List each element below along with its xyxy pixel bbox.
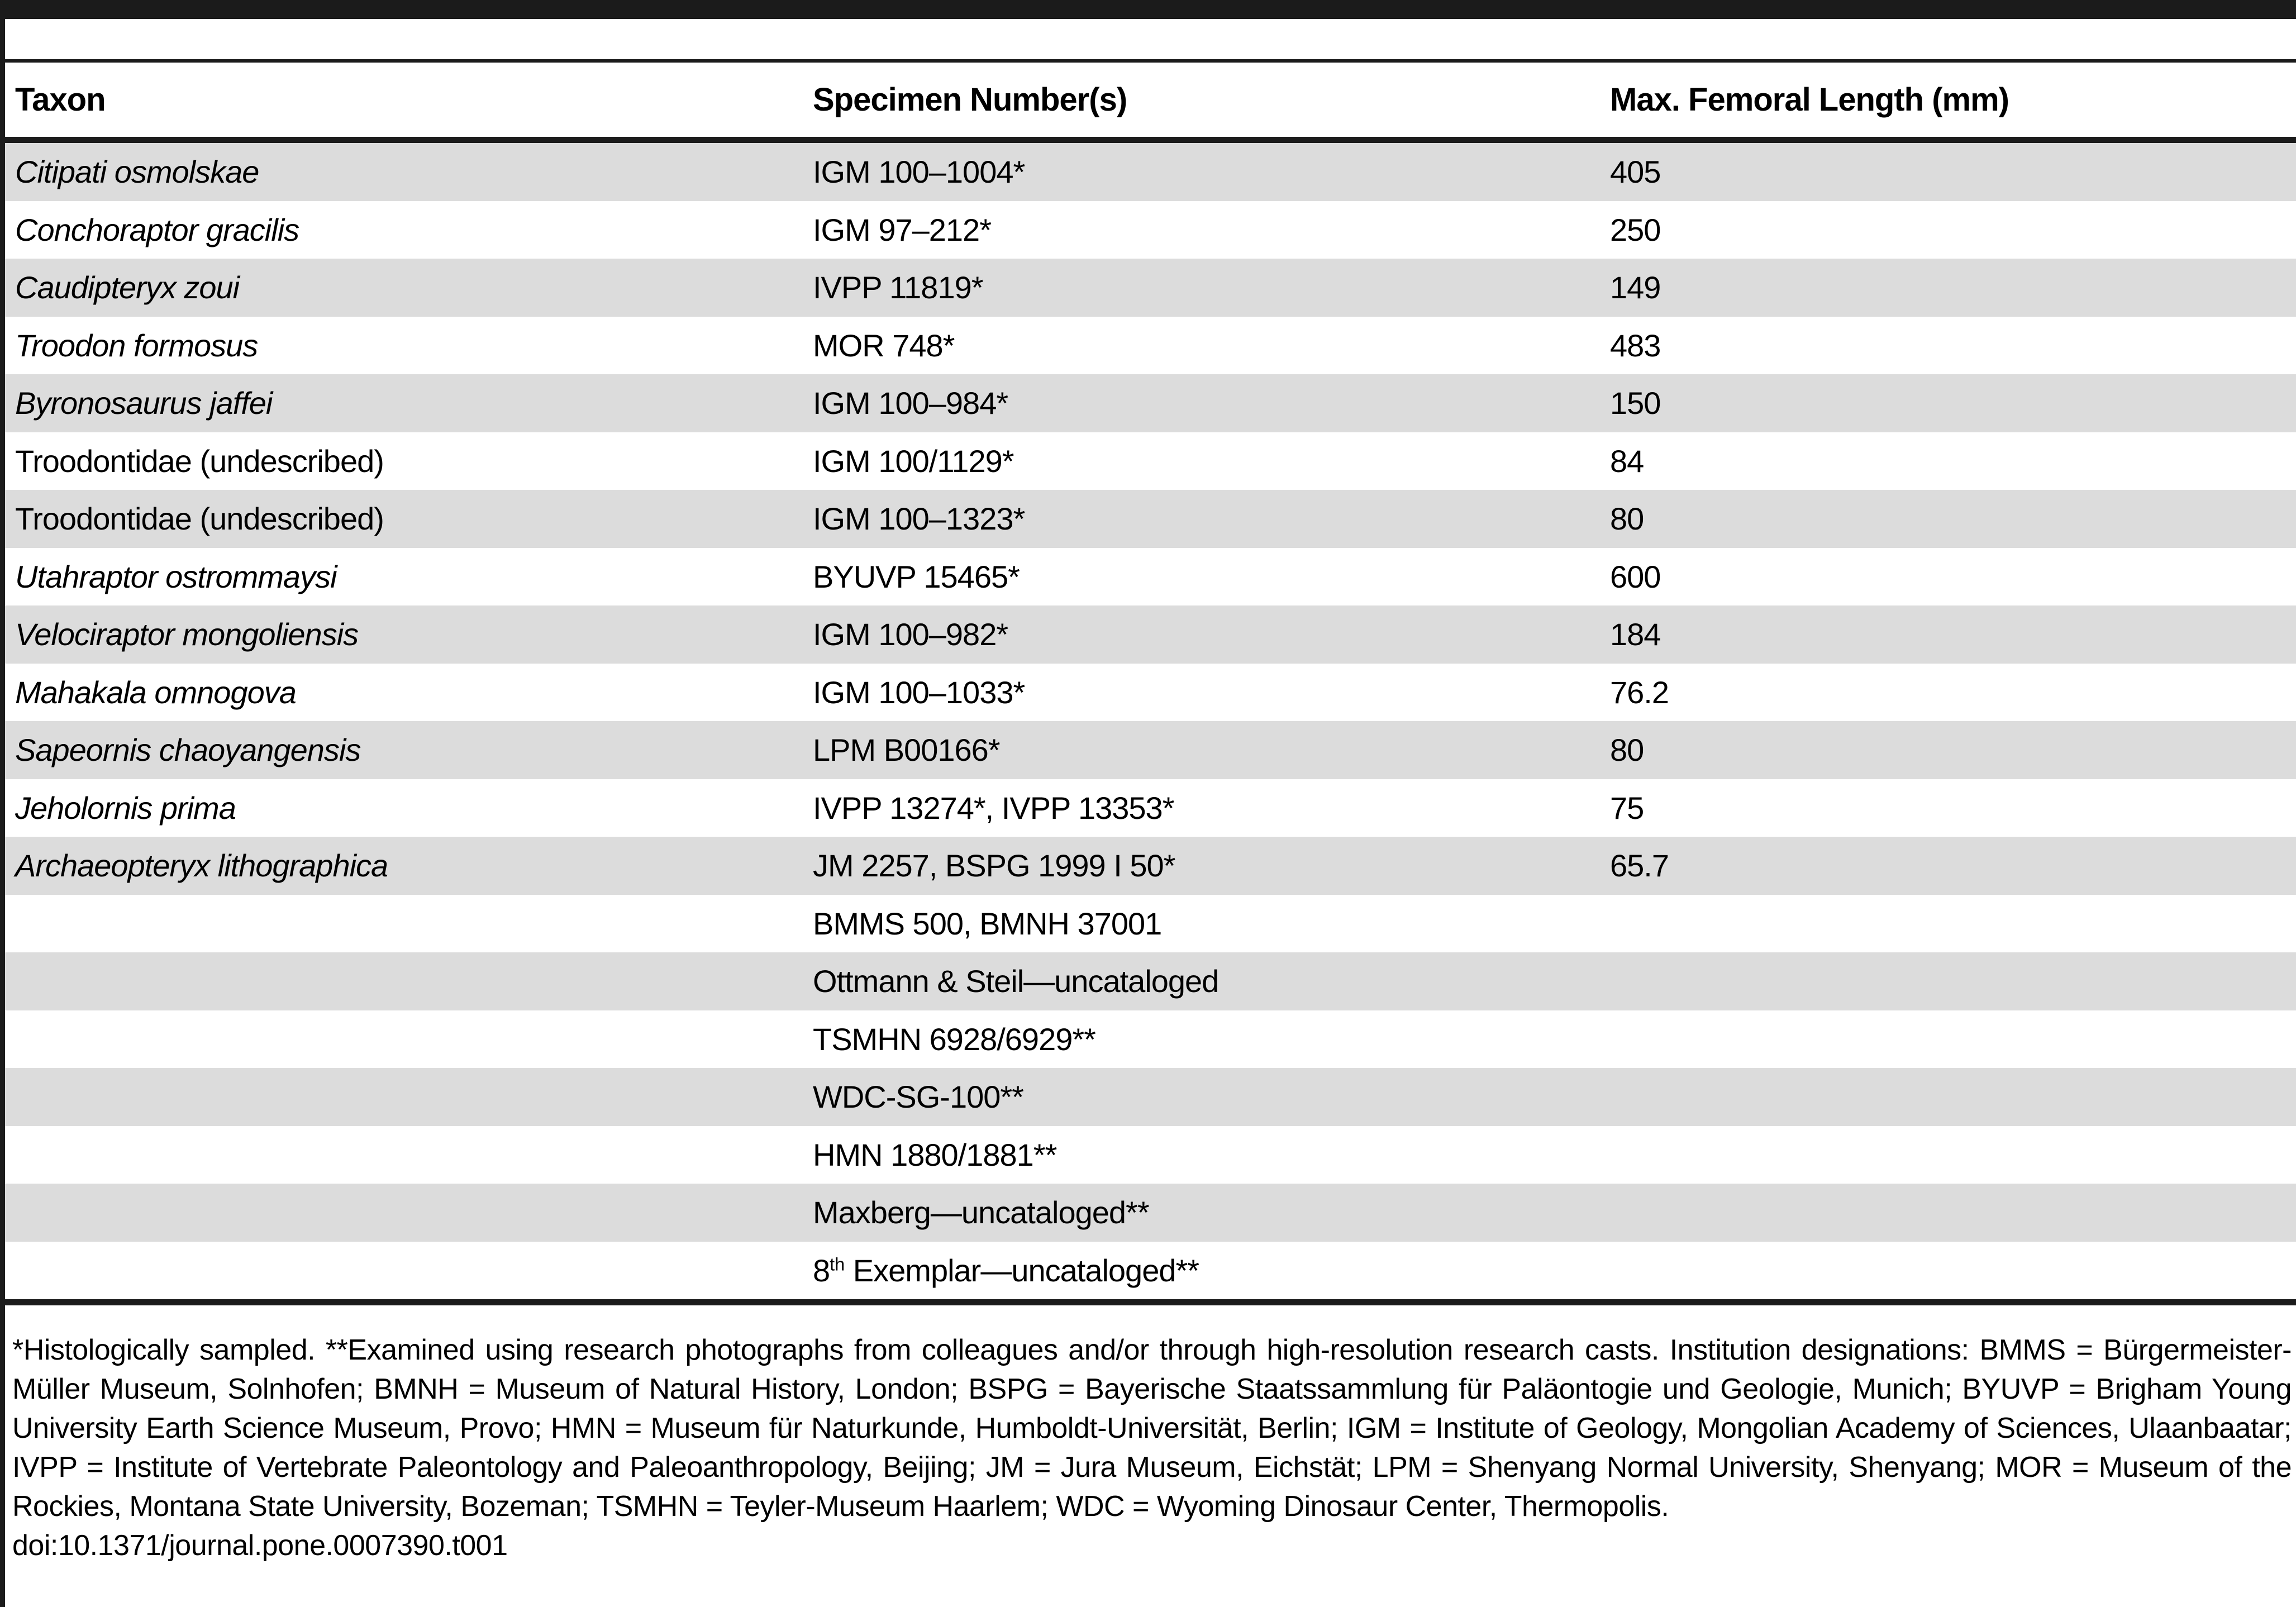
taxon-cell: Caudipteryx zoui — [15, 270, 240, 306]
top-border-bar — [0, 0, 2296, 19]
table-row — [5, 374, 2296, 432]
column-header-taxon: Taxon — [15, 82, 106, 118]
table-header-row — [5, 63, 2296, 137]
taxon-cell: Utahraptor ostrommaysi — [15, 559, 337, 594]
specimen-cell: MOR 748* — [813, 327, 955, 363]
length-cell: 150 — [1610, 385, 1661, 421]
length-cell: 65.7 — [1610, 848, 1669, 884]
specimen-cell: IGM 100–982* — [813, 617, 1008, 652]
length-cell: 405 — [1610, 154, 1661, 190]
taxon-cell: Troodontidae (undescribed) — [15, 501, 384, 537]
column-header-specimen: Specimen Number(s) — [813, 82, 1127, 118]
specimen-ordinal-base: 8 — [813, 1252, 830, 1288]
specimen-cell: JM 2257, BSPG 1999 I 50* — [813, 848, 1175, 884]
length-cell: 149 — [1610, 270, 1661, 306]
table-row — [5, 895, 2296, 953]
specimen-cell: WDC-SG-100** — [813, 1079, 1023, 1115]
footnote-text: *Histologically sampled. **Examined using research photographs from colleagues and/or through high-resolution research casts. Institution designations: BMMS = Bürgermeister-Müller Museum, Solnhofen; BMNH = Museum of Natural History, London; BSPG = Bayerische Staatssammlung für Paläontogie und Geologie, Munich; BYUVP = Brigham Young University Earth Science Museum, Provo; HMN = Museum für Naturkunde, Humboldt-Universität, Berlin; IGM = Institute of Geology, Mongolian Academy of Sciences, Ulaanbaatar; IVPP = Institute of Vertebrate Paleontology and Paleoanthropology, Beijing; JM = Jura Museum, Eichstät; LPM = Shenyang Normal University, Shenyang; MOR = Museum of the Rockies, Montana State University, Bozeman; TSMHN = Teyler-Museum Haarlem; WDC = Wyoming Dinosaur Center, Thermopolis. — [12, 1334, 2292, 1523]
specimen-ordinal-rest: Exemplar—uncataloged** — [845, 1252, 1199, 1288]
specimen-cell: HMN 1880/1881** — [813, 1137, 1057, 1172]
specimen-cell: Ottmann & Steil—uncataloged — [813, 964, 1219, 999]
table-bottom-rule — [0, 1299, 2296, 1305]
specimen-cell — [813, 1252, 1610, 1289]
length-cell: 483 — [1610, 327, 1661, 363]
specimen-cell: IGM 100–984* — [813, 385, 1008, 421]
specimen-cell: IVPP 13274*, IVPP 13353* — [813, 790, 1174, 826]
table-row — [5, 605, 2296, 664]
specimen-cell: IGM 100/1129* — [813, 443, 1014, 479]
table-footnote — [5, 1331, 2296, 1565]
specimen-ordinal-suffix: th — [830, 1254, 845, 1275]
length-cell: 184 — [1610, 617, 1661, 652]
left-border-bar — [0, 0, 5, 1607]
table-row — [5, 1184, 2296, 1242]
table-row — [5, 143, 2296, 201]
taxon-cell: Jeholornis prima — [15, 790, 236, 826]
table-row — [5, 432, 2296, 490]
specimen-cell: TSMHN 6928/6929** — [813, 1021, 1095, 1057]
taxon-cell: Citipati osmolskae — [15, 154, 259, 190]
length-cell: 75 — [1610, 790, 1644, 826]
table-row — [5, 317, 2296, 375]
taxon-cell: Conchoraptor gracilis — [15, 212, 299, 247]
table-row — [5, 779, 2296, 837]
specimen-cell: LPM B00166* — [813, 732, 1000, 768]
length-cell: 600 — [1610, 559, 1661, 594]
specimen-cell: Maxberg—uncataloged** — [813, 1195, 1149, 1231]
length-cell: 250 — [1610, 212, 1661, 247]
taxon-cell: Archaeopteryx lithographica — [15, 848, 388, 884]
table-row — [5, 201, 2296, 259]
table-row — [5, 721, 2296, 779]
table-row — [5, 1068, 2296, 1126]
taxon-cell: Sapeornis chaoyangensis — [15, 732, 361, 768]
taxon-cell: Byronosaurus jaffei — [15, 385, 273, 421]
table-row — [5, 1010, 2296, 1069]
table-row — [5, 1242, 2296, 1300]
taxon-cell: Troodontidae (undescribed) — [15, 443, 384, 479]
table-row — [5, 548, 2296, 606]
table-row — [5, 490, 2296, 548]
header-bottom-rule — [0, 137, 2296, 143]
table-row — [5, 664, 2296, 722]
taxon-cell: Mahakala omnogova — [15, 674, 296, 710]
table-body — [5, 143, 2296, 1299]
column-header-femoral-length: Max. Femoral Length (mm) — [1610, 82, 2009, 118]
table-row — [5, 259, 2296, 317]
specimen-cell: BYUVP 15465* — [813, 559, 1020, 594]
length-cell: 80 — [1610, 732, 1644, 768]
length-cell: 80 — [1610, 501, 1644, 537]
specimen-cell: IGM 100–1004* — [813, 154, 1025, 190]
length-cell: 84 — [1610, 443, 1644, 479]
table-row — [5, 952, 2296, 1010]
specimen-cell: BMMS 500, BMNH 37001 — [813, 905, 1162, 941]
specimen-cell: IVPP 11819* — [813, 270, 983, 306]
table-row — [5, 837, 2296, 895]
specimen-cell: IGM 100–1323* — [813, 501, 1025, 537]
taxon-cell: Troodon formosus — [15, 327, 258, 363]
doi-line: doi:10.1371/journal.pone.0007390.t001 — [12, 1529, 508, 1562]
specimen-cell: IGM 100–1033* — [813, 674, 1025, 710]
specimen-cell: IGM 97–212* — [813, 212, 991, 247]
taxon-cell: Velociraptor mongoliensis — [15, 617, 359, 652]
length-cell: 76.2 — [1610, 674, 1669, 710]
table-row — [5, 1126, 2296, 1184]
